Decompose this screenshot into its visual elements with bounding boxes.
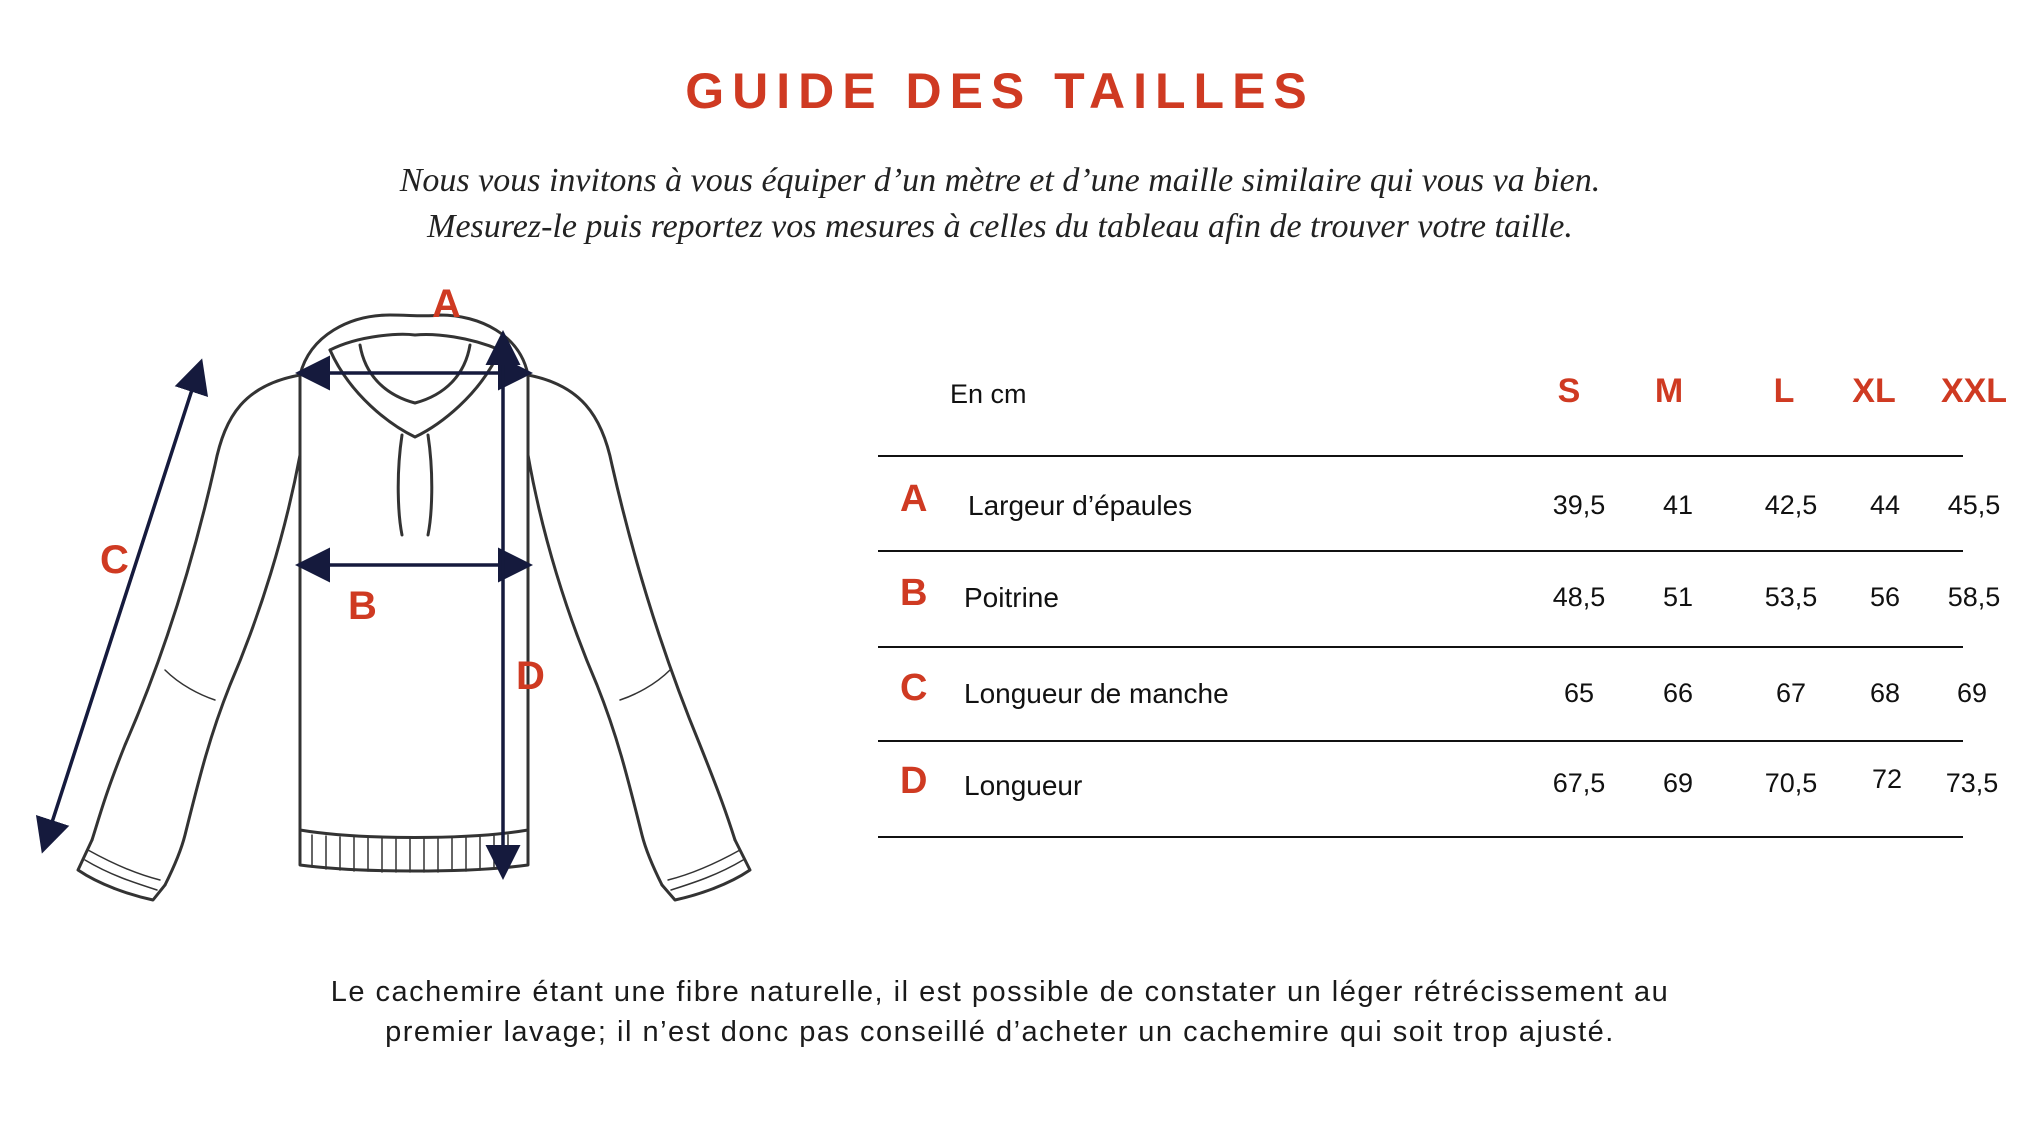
row-letter: D xyxy=(900,760,928,802)
table-cell: 69 xyxy=(1956,678,1988,708)
table-cell: 67 xyxy=(1775,678,1807,708)
size-header-l: L xyxy=(1773,372,1795,410)
row-label: Poitrine xyxy=(964,582,1059,613)
diagram-label-c: C xyxy=(100,538,129,582)
row-label: Longueur xyxy=(964,770,1083,801)
diagram-label-d: D xyxy=(516,654,545,698)
table-cell: 68 xyxy=(1869,678,1901,708)
row-letter: B xyxy=(900,572,928,614)
row-label: Longueur de manche xyxy=(964,678,1229,709)
intro-line-1: Nous vous invitons à vous équiper d’un mètre et d’une maille similaire qui vous va bien. xyxy=(399,162,1601,199)
table-rule xyxy=(878,646,1963,648)
diagram-label-b: B xyxy=(348,584,377,628)
table-cell: 39,5 xyxy=(1552,490,1606,520)
table-cell: 51 xyxy=(1662,582,1694,612)
size-header-s: S xyxy=(1557,372,1581,410)
table-cell: 67,5 xyxy=(1552,768,1606,798)
table-rule xyxy=(878,455,1963,457)
diagram-label-a: A xyxy=(432,282,461,326)
table-cell: 72 xyxy=(1871,764,1903,794)
size-header-xxl: XXL xyxy=(1940,372,2008,410)
footer-line-1: Le cachemire étant une fibre naturelle, il est possible de constater un léger rétrécissement au xyxy=(330,976,1670,1008)
table-cell: 56 xyxy=(1869,582,1901,612)
table-rule xyxy=(878,836,1963,838)
size-header-xl: XL xyxy=(1852,372,1896,410)
table-rule xyxy=(878,550,1963,552)
table-cell: 42,5 xyxy=(1764,490,1818,520)
table-cell: 66 xyxy=(1662,678,1694,708)
row-letter: C xyxy=(900,667,928,709)
table-rule xyxy=(878,740,1963,742)
table-cell: 65 xyxy=(1563,678,1595,708)
table-cell: 45,5 xyxy=(1947,490,2001,520)
size-header-m: M xyxy=(1654,372,1684,410)
intro-text xyxy=(0,158,2000,250)
page-title: GUIDE DES TAILLES xyxy=(685,63,1315,119)
table-cell: 44 xyxy=(1869,490,1901,520)
table-cell: 41 xyxy=(1662,490,1694,520)
table-cell: 53,5 xyxy=(1764,582,1818,612)
footer-note xyxy=(0,972,2000,1052)
row-letter: A xyxy=(900,478,928,520)
intro-line-2: Mesurez-le puis reportez vos mesures à celles du tableau afin de trouver votre taille. xyxy=(427,208,1573,245)
footer-line-2: premier lavage; il n’est donc pas conseillé d’acheter un cachemire qui soit trop ajusté. xyxy=(385,1016,1615,1048)
table-cell: 69 xyxy=(1662,768,1694,798)
table-cell: 48,5 xyxy=(1552,582,1606,612)
row-label: Largeur d’épaules xyxy=(968,490,1193,521)
table-cell: 70,5 xyxy=(1764,768,1818,798)
table-cell: 58,5 xyxy=(1947,582,2001,612)
hoodie-sketch-icon xyxy=(30,275,820,915)
table-cell: 73,5 xyxy=(1945,768,1999,798)
unit-label: En cm xyxy=(950,379,1027,409)
